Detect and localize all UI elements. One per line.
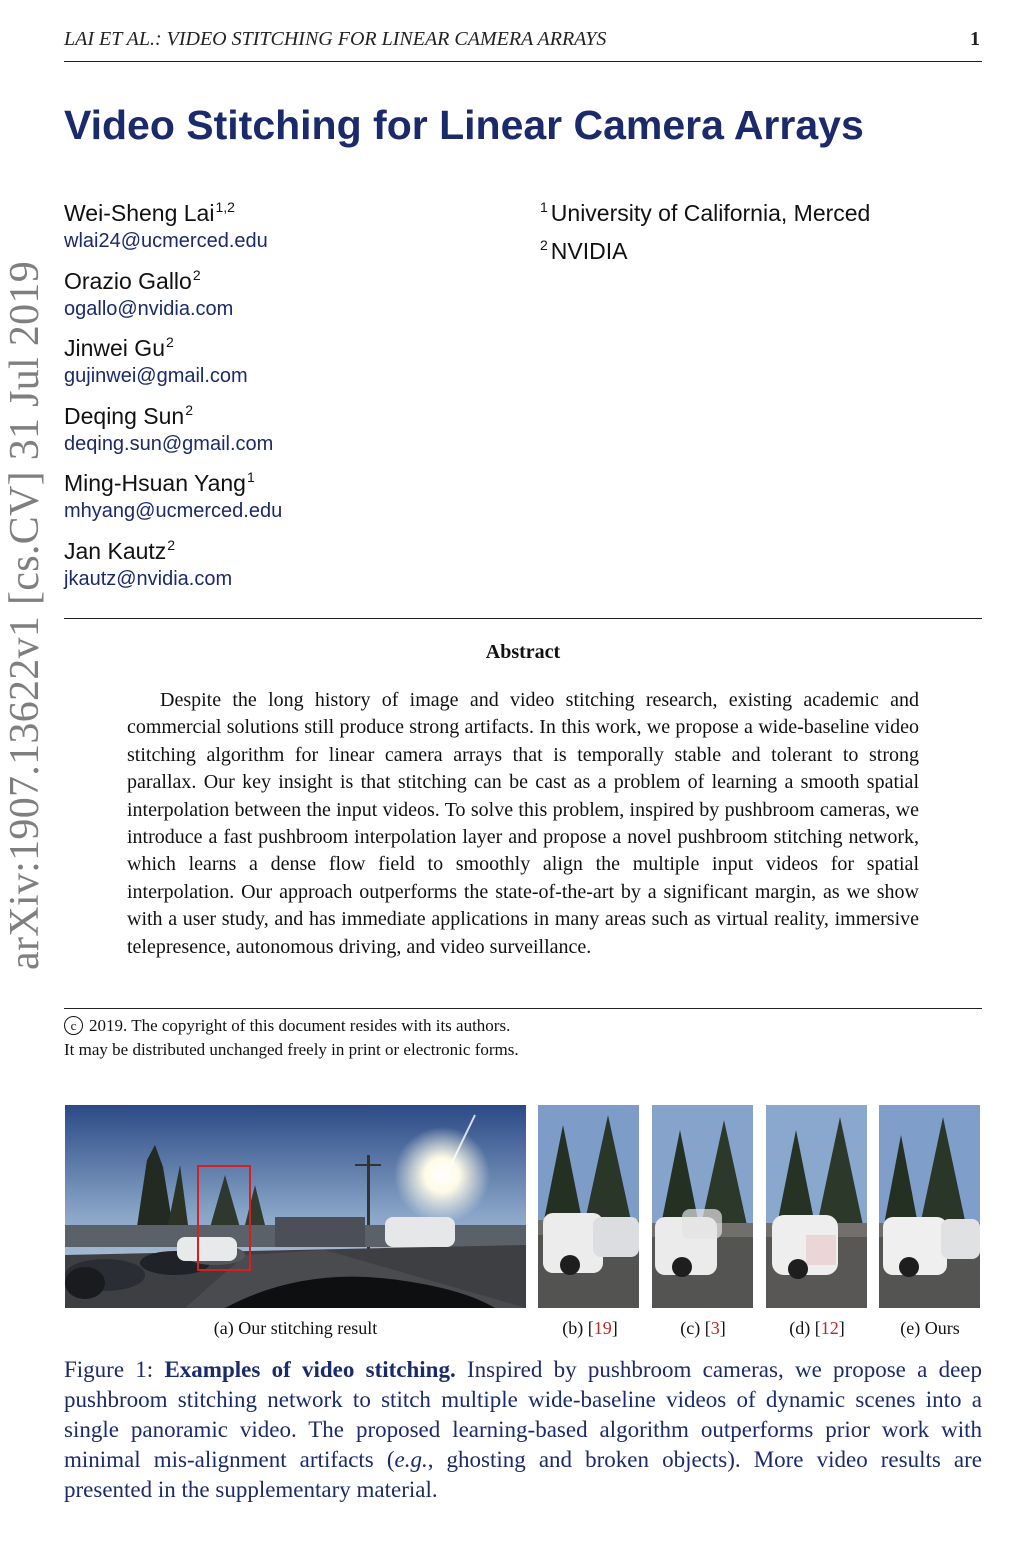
- author: [64, 530, 484, 598]
- figure-caption: Figure 1: Examples of video stitching. Inspired by pushbroom cameras, we propose a deep pushbroom stitching network to stitch multiple wide-baseline videos of dynamic scenes into a single panoramic video. The proposed learning-based algorithm outperforms prior work with minimal mis-alignment artifacts (e.g., ghosting and broken objects). More video results are presented in the supplementary material.: [64, 1357, 983, 1502]
- author-name: Deqing Sun: [64, 402, 185, 429]
- running-title: LAI ET AL.: VIDEO STITCHING FOR LINEAR CAMERA ARRAYS: [64, 28, 607, 50]
- author-affil-sup: 2: [192, 266, 201, 283]
- citation-link[interactable]: 19: [593, 1318, 612, 1338]
- author-affil-sup: 2: [185, 401, 193, 418]
- figure-image-method-b: [538, 1105, 639, 1308]
- paper-title: Video Stitching for Linear Camera Arrays: [64, 102, 864, 148]
- author-email[interactable]: wlai24@ucmerced.edu: [64, 230, 268, 252]
- author-name: Jinwei Gu: [64, 335, 165, 361]
- subcaption-d: (d) [12]: [789, 1318, 845, 1338]
- author-affil-sup: 2: [167, 536, 176, 553]
- author-list: [64, 192, 484, 597]
- author-name: Wei-Sheng Lai: [64, 200, 215, 226]
- author-email[interactable]: deqing.sun@gmail.com: [64, 432, 274, 455]
- figure-image-panorama: [65, 1105, 526, 1308]
- author-email[interactable]: mhyang@ucmerced.edu: [64, 500, 283, 522]
- author-affil-sup: 1,2: [215, 199, 235, 215]
- author: [64, 192, 484, 260]
- author-email[interactable]: jkautz@nvidia.com: [64, 567, 233, 590]
- divider: [64, 618, 982, 619]
- figure-image-method-c: [652, 1105, 753, 1308]
- abstract-text: Despite the long history of image and video stitching research, existing academic and commercial solutions still produce strong artifacts. In this work, we propose a wide-baseline video stitching algorithm for linear camera arrays that is temporally stable and tolerant to strong parallax. Our key insight is that stitching can be cast as a problem of learning a smooth spatial interpolation between the input videos. To solve this problem, inspired by pushbroom cameras, we introduce a fast pushbroom interpolation layer and propose a novel pushbroom stitching network, which learns a dense flow field to smoothly align the multiple input videos for spatial interpolation. Our approach outperforms the state-of-the-art by a significant margin, as we show with a user study, and has immediate applications in many areas such as virtual reality, immersive telepresence, autonomous driving, and video surveillance.: [127, 689, 919, 958]
- abstract-heading: Abstract: [485, 641, 561, 663]
- subcaption-b: (b) [19]: [562, 1318, 618, 1338]
- affiliation: $^1$ University of California, Merced: [540, 199, 871, 226]
- page-number: 1: [970, 28, 980, 50]
- divider: [64, 1008, 982, 1009]
- author-name: Orazio Gallo: [64, 267, 192, 294]
- arxiv-stamp: arXiv:1907.13622v1 [cs.CV] 31 Jul 2019: [2, 260, 48, 970]
- author: [64, 327, 484, 395]
- subcaption-a: (a) Our stitching result: [213, 1318, 378, 1338]
- citation-link[interactable]: 12: [820, 1318, 839, 1338]
- subcaption-e: (e) Ours: [900, 1318, 960, 1338]
- author-email[interactable]: gujinwei@gmail.com: [64, 365, 248, 387]
- figure-image-method-d: [766, 1105, 867, 1308]
- author: [64, 395, 484, 463]
- author-name: Ming-Hsuan Yang: [64, 470, 246, 496]
- author: [64, 260, 484, 328]
- affiliation-list: [540, 192, 870, 268]
- citation-link[interactable]: 3: [710, 1318, 720, 1338]
- copyright-notice: c 2019. The copyright of this document resides with its authors. It may be distributed unchanged freely in print or electronic forms.: [64, 1016, 519, 1059]
- affiliation: $^2$ NVIDIA: [540, 237, 628, 264]
- copyright-icon: c: [64, 1016, 83, 1035]
- author-email[interactable]: ogallo@nvidia.com: [64, 297, 234, 320]
- author: [64, 462, 484, 530]
- figure-image-ours: [879, 1105, 980, 1308]
- author-affil-sup: 2: [165, 334, 174, 350]
- author-name: Jan Kautz: [64, 537, 167, 564]
- subcaption-c: (c) [3]: [680, 1318, 726, 1338]
- running-header: [64, 28, 982, 62]
- author-affil-sup: 1: [246, 469, 255, 485]
